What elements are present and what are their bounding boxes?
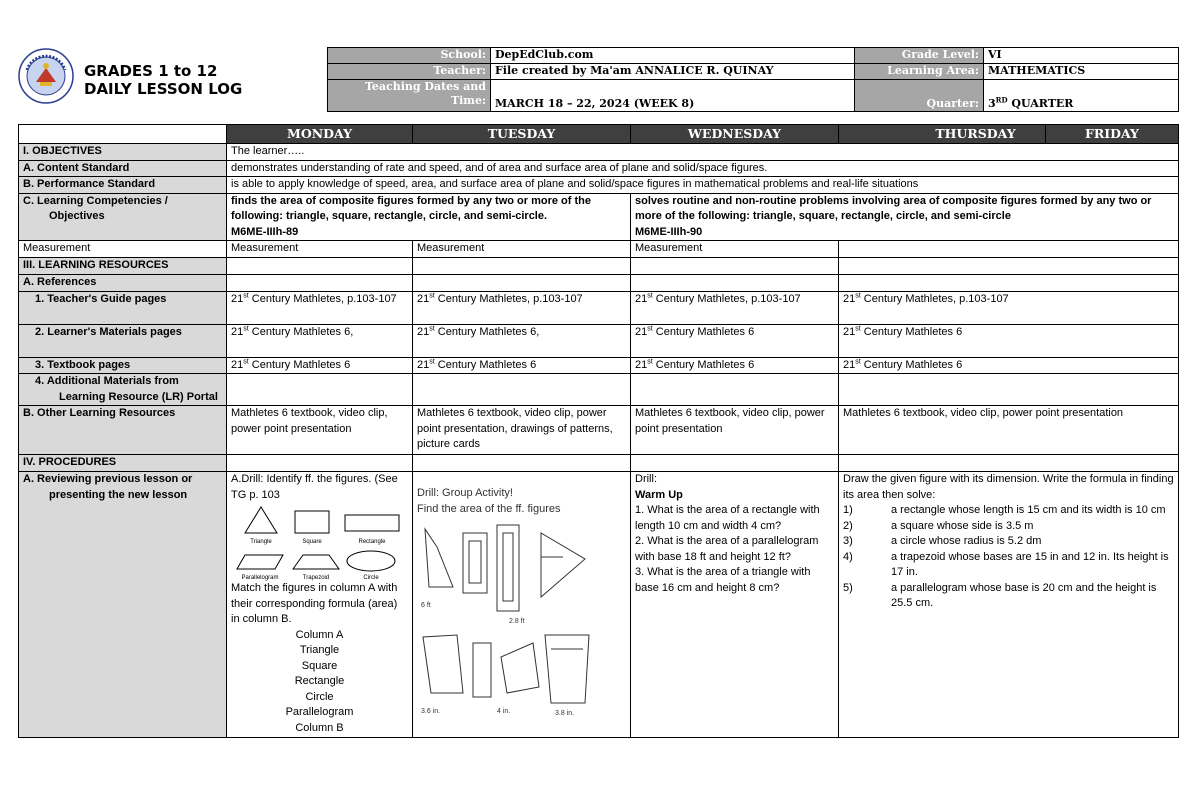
quarter-label: Quarter: <box>855 80 984 112</box>
tue-drill: Drill: Group Activity! <box>417 487 513 499</box>
tb-thu: 21st Century Mathletes 6 <box>839 357 1179 374</box>
wed-question-2: 2. What is the area of a parallelogram with base 18 ft and height 12 ft? <box>635 535 819 563</box>
svg-text:4 in.: 4 in. <box>497 708 511 715</box>
content-label: Measurement <box>19 241 227 258</box>
mon-match: Match the figures in column A with their corresponding formula (area) in column B. <box>231 582 398 625</box>
tb-wed: 21st Century Mathletes 6 <box>631 357 839 374</box>
tg-mon: 21st Century Mathletes, p.103-107 <box>227 291 413 324</box>
quarter-value <box>984 80 1179 112</box>
area-value: MATHEMATICS <box>984 64 1179 80</box>
shape-label-circle: Circle <box>363 575 379 581</box>
performance-standard-label: B. Performance Standard <box>19 177 227 194</box>
mon-item: Parallelogram <box>285 706 354 718</box>
day-tuesday: TUESDAY <box>413 125 631 144</box>
day-thursday: THURSDAY <box>839 125 1179 144</box>
corner-cell <box>19 125 227 144</box>
tb-label: 3. Textbook pages <box>19 357 227 374</box>
other-thu: Mathletes 6 textbook, video clip, power point presentation <box>839 406 1179 455</box>
shape-label-rectangle: Rectangle <box>358 539 386 545</box>
school-value: DepEdClub.com <box>491 48 855 64</box>
days-row <box>19 125 1179 144</box>
lm-thu: 21st Century Mathletes 6 <box>839 324 1179 357</box>
mon-column-a: Column A <box>295 628 344 641</box>
other-wed: Mathletes 6 textbook, video clip, power point presentation <box>631 406 839 455</box>
list-item: 5) a parallelogram whose base is 20 cm and the height is 25.5 cm. <box>843 581 1157 609</box>
triangle-shape <box>245 507 277 533</box>
list-item: 2) a square whose side is 3.5 m <box>843 519 1034 532</box>
page-title <box>84 62 242 98</box>
lm-tue: 21st Century Mathletes 6, <box>413 324 631 357</box>
day-monday: MONDAY <box>227 125 413 144</box>
list-item: 1) a rectangle whose length is 15 cm and its width is 10 cm <box>843 504 1166 516</box>
tg-thu: 21st Century Mathletes, p.103-107 <box>839 291 1179 324</box>
proc-tue <box>413 472 631 738</box>
objectives-heading: I. OBJECTIVES <box>19 144 227 161</box>
shapes-figure <box>231 503 407 581</box>
content-standard-value: demonstrates understanding of rate and speed, and of area and surface area of plane and solid/space figures. <box>227 160 1179 177</box>
wed-drill: Drill: <box>635 473 657 485</box>
square-shape <box>295 511 329 533</box>
day-wednesday: WEDNESDAY <box>631 125 839 144</box>
tg-label: 1. Teacher's Guide pages <box>19 291 227 324</box>
competencies-label: C. Learning Competencies / Objectives <box>19 193 227 241</box>
list-item: 3) a circle whose radius is 5.2 dm <box>843 535 1042 547</box>
dates-value: MARCH 18 – 22, 2024 (WEEK 8) <box>491 80 855 112</box>
content-mon: Measurement <box>227 241 413 258</box>
tg-tue: 21st Century Mathletes, p.103-107 <box>413 291 631 324</box>
resources-heading: III. LEARNING RESOURCES <box>19 258 227 275</box>
grade-label: Grade Level: <box>855 48 984 64</box>
school-label: School: <box>328 48 491 64</box>
day-friday: FRIDAY <box>1045 125 1178 143</box>
shape-label-square: Square <box>302 539 322 545</box>
tue-find: Find the area of the ff. figures <box>417 502 561 515</box>
content-wed: Measurement <box>631 241 839 258</box>
competency-wed-thu: solves routine and non-routine problems involving area of composite figures formed by any two or more of the following: triangle, square, rectangle, circle, and semi-circle M6ME-IIIh-90 <box>631 193 1179 241</box>
additional-materials-label: 4. Additional Materials from Learning Resource (LR) Portal <box>19 374 227 406</box>
mon-item: Circle <box>305 690 334 703</box>
proc-mon <box>227 472 413 738</box>
wed-warm-up: Warm Up <box>635 488 683 501</box>
other-tue: Mathletes 6 textbook, video clip, power point presentation, drawings of patterns, picture cards <box>413 406 631 455</box>
lesson-log-table <box>18 124 1179 738</box>
quarter-number: 3 <box>988 97 996 110</box>
title-line1: GRADES 1 to 12 <box>84 62 218 80</box>
wed-question-1: 1. What is the area of a rectangle with length 10 cm and width 4 cm? <box>635 504 820 532</box>
shape-label-parallelogram: Parallelogram <box>241 575 279 581</box>
tb-tue: 21st Century Mathletes 6 <box>413 357 631 374</box>
list-item: 4) a trapezoid whose bases are 15 in and 12 in. Its height is 17 in. <box>843 550 1169 578</box>
lm-wed: 21st Century Mathletes 6 <box>631 324 839 357</box>
lm-label: 2. Learner's Materials pages <box>19 324 227 357</box>
procedures-heading: IV. PROCEDURES <box>19 455 227 472</box>
quarter-suffix: RD <box>995 95 1008 105</box>
header-info-table <box>327 47 1179 112</box>
lm-mon: 21st Century Mathletes 6, <box>227 324 413 357</box>
svg-text:6 ft: 6 ft <box>421 602 431 609</box>
teacher-label: Teacher: <box>328 64 491 80</box>
mon-drill: A.Drill: Identify ff. the figures. (See TG p. 103 <box>231 473 398 501</box>
trapezoid-shape <box>293 555 339 569</box>
quarter-word: QUARTER <box>1011 97 1074 110</box>
performance-standard-value: is able to apply knowledge of speed, area, and surface area of plane and solid/space figures in mathematical problems and real-life situations <box>227 177 1179 194</box>
other-resources-label: B. Other Learning Resources <box>19 406 227 455</box>
other-mon: Mathletes 6 textbook, video clip, power point presentation <box>227 406 413 455</box>
shape-label-triangle: Triangle <box>250 539 272 545</box>
mon-column-b: Column B <box>295 721 344 734</box>
svg-text:2.8 ft: 2.8 ft <box>509 618 525 625</box>
title-line2: DAILY LESSON LOG <box>84 80 243 98</box>
teacher-value: File created by Ma'am ANNALICE R. QUINAY <box>491 64 855 80</box>
content-tue: Measurement <box>413 241 631 258</box>
parallelogram-shape <box>237 555 283 569</box>
thu-intro: Draw the given figure with its dimension. Write the formula in finding its area then solve: <box>843 473 1174 501</box>
tb-mon: 21st Century Mathletes 6 <box>227 357 413 374</box>
shape-label-trapezoid: Trapezoid <box>302 575 330 581</box>
mon-item: Rectangle <box>294 675 345 687</box>
rectangle-shape <box>345 515 399 531</box>
competency-mon-tue: finds the area of composite figures formed by any two or more of the following: triangle, square, rectangle, circle, and semi-circle. M6ME-IIIh-89 <box>227 193 631 241</box>
proc-thu <box>839 472 1179 738</box>
content-standard-label: A. Content Standard <box>19 160 227 177</box>
svg-text:3.8 in.: 3.8 in. <box>555 710 575 717</box>
wed-question-3: 3. What is the area of a triangle with base 16 cm and height 8 cm? <box>635 566 811 594</box>
content-thu <box>839 241 1179 258</box>
proc-wed <box>631 472 839 738</box>
objectives-value: The learner….. <box>227 144 1179 161</box>
svg-text:3.6 in.: 3.6 in. <box>421 708 441 715</box>
area-label: Learning Area: <box>855 64 984 80</box>
deped-seal-logo <box>18 48 74 104</box>
dates-label: Teaching Dates and Time: <box>328 80 491 112</box>
mon-item: Triangle <box>299 644 340 656</box>
thu-problem-list <box>843 503 1174 612</box>
reviewing-label: A. Reviewing previous lesson or presenting the new lesson <box>19 472 227 738</box>
grade-value: VI <box>984 48 1179 64</box>
mon-item: Square <box>301 659 338 672</box>
composite-figures-sketch <box>417 517 617 717</box>
circle-shape <box>347 551 395 571</box>
references-label: A. References <box>19 275 227 292</box>
tg-wed: 21st Century Mathletes, p.103-107 <box>631 291 839 324</box>
